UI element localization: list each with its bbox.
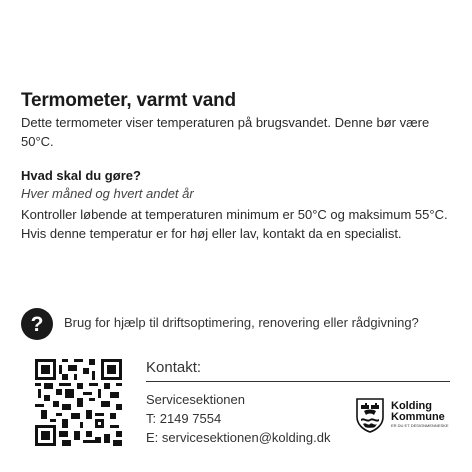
question-heading: Hvad skal du gøre?: [21, 168, 141, 183]
contact-email[interactable]: E: servicesektionen@kolding.dk: [146, 430, 331, 445]
question-mark-icon: [21, 308, 53, 340]
page-title: Termometer, varmt vand: [21, 90, 236, 111]
intro-text: Dette termometer viser temperaturen på brugsvandet. Denne bør være 50°C.: [21, 115, 430, 149]
frequency-text: Hver måned og hvert andet år: [21, 186, 194, 201]
coat-of-arms-icon: [355, 397, 385, 433]
instructions-body: Kontroller løbende at temperaturen minimum er 50°C og maksimum 55°C. Hvis denne temperatur er for høj eller lav, kontakt da en specialist.: [21, 207, 448, 241]
qr-code[interactable]: [35, 359, 122, 446]
logo-tagline: ER DU ET DESIGNMENNESKE: [391, 423, 449, 428]
svg-text:?: ?: [30, 313, 44, 336]
help-text: Brug for hjælp til driftsoptimering, renovering eller rådgivning?: [64, 315, 419, 330]
logo-name-line1: Kolding: [391, 400, 432, 412]
contact-title: Kontakt:: [146, 359, 202, 376]
kolding-kommune-logo: [355, 397, 450, 437]
contact-department: Servicesektionen: [146, 392, 245, 407]
contact-phone[interactable]: T: 2149 7554: [146, 411, 222, 426]
contact-divider: [146, 381, 450, 382]
logo-name-line2: Kommune: [391, 411, 445, 423]
